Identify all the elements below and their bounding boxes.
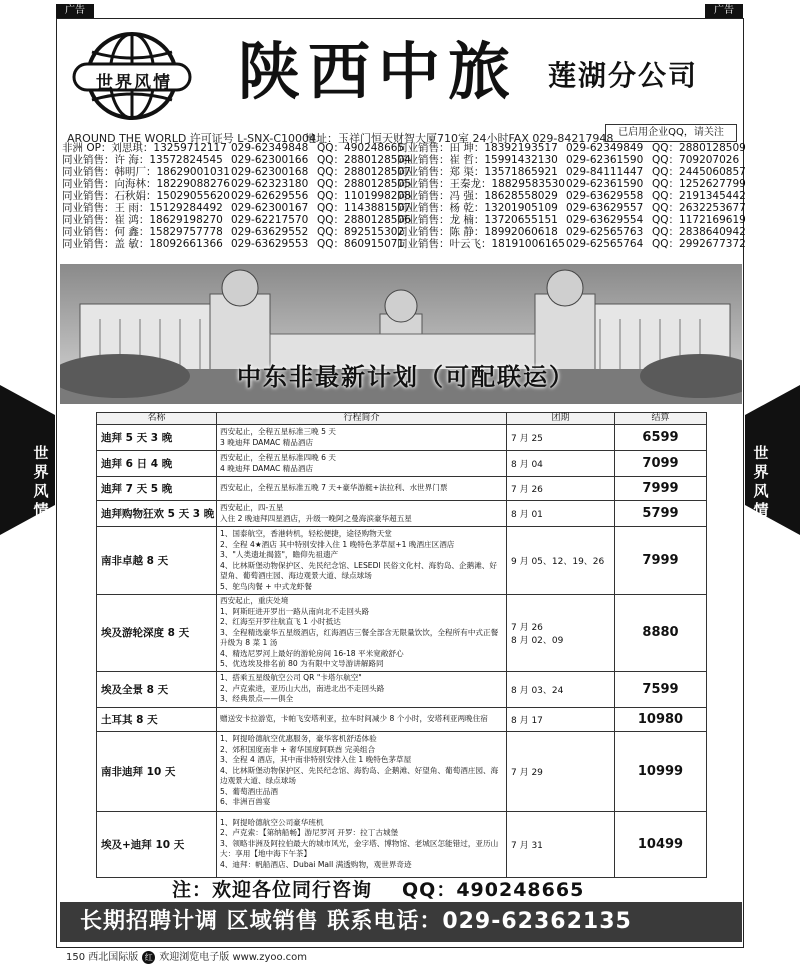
side-tab-char: 界	[33, 463, 49, 481]
tour-line: 赠送安卡拉游览，卡帕飞安塔利亚，拉车时间减少 8 个小时，安塔利亚两晚住宿	[220, 713, 488, 723]
staff-a-name: 同业销售：王 雨：15129284492	[62, 202, 223, 214]
staff-b-tel: 029-63629558	[566, 190, 644, 202]
staff-row	[62, 142, 746, 154]
tour-description	[217, 671, 507, 707]
staff-b-name: 同业销售：郑 渠：13571865921	[397, 166, 558, 178]
branch-name: 莲湖分公司	[548, 59, 699, 92]
tour-date: 9 月 05、12、19、26	[507, 527, 615, 595]
tour-date: 7 月 26 8 月 02、09	[507, 595, 615, 672]
staff-a-tel: 029-63629553	[231, 238, 309, 250]
tour-line: 2、红海至开罗往航直飞 1 小时抵达	[220, 617, 341, 626]
tour-line: 西安起止，四-五星	[220, 503, 284, 512]
staff-b-tel: 029-62565764	[566, 238, 644, 250]
staff-b-tel: 029-62361590	[566, 154, 644, 166]
tour-line: 6、非洲百兽宴	[220, 797, 271, 807]
staff-a-tel: 029-62349848	[231, 142, 309, 154]
tour-line: 西安起止，全程五星标准四晚 6 天	[220, 453, 336, 462]
page-title: 陕西中旅	[238, 35, 519, 108]
tour-line: 4 晚迪拜 DAMAC 精品酒店	[220, 463, 314, 473]
tour-date: 8 月 04	[507, 451, 615, 477]
staff-a-qq: QQ：892515302	[317, 226, 405, 238]
staff-a-name: 同业销售：盖 敏：18092661366	[62, 238, 223, 250]
banner-caption: 中东非最新计划（可配联运）	[237, 363, 575, 391]
tour-line: 3、全程 4 酒店，其中南非特别安排入住 1 晚特色茅草屋	[220, 755, 412, 765]
staff-b-tel: 029-62565763	[566, 226, 644, 238]
tour-price: 5799	[615, 501, 707, 527]
staff-row	[62, 202, 746, 214]
staff-b-qq: QQ：2880128509	[652, 142, 746, 154]
tour-price: 8880	[615, 595, 707, 672]
tour-description	[217, 811, 507, 877]
qq-note: 已启用企业QQ，请关注	[605, 124, 737, 142]
tour-line: 西安起止，全程五星标准三晚 5 天	[220, 427, 336, 436]
page-number: 150 西北国际版	[66, 952, 139, 963]
tour-name: 南非卓越 8 天	[97, 527, 217, 595]
staff-b-name: 同业销售：陈 静：18992060618	[397, 226, 558, 238]
tour-line: 3、"人类遗址揭篮"，瞻仰先祖遗产	[220, 550, 339, 559]
side-tab-char: 情	[753, 501, 769, 519]
tour-line: 2、卢克索：【第纳船畅】游尼罗河 开罗：拉丁古城堡	[220, 828, 399, 838]
tour-name: 迪拜购物狂欢 5 天 3 晚	[97, 501, 217, 527]
staff-a-qq: QQ：1101998208	[317, 190, 411, 202]
tour-price: 7999	[615, 527, 707, 595]
table-row	[97, 811, 707, 877]
tour-line: 2、全程 4★酒店 其中特别安排入住 1 晚特色茅草屋+1 晚酒庄区酒店	[220, 539, 455, 549]
staff-a-qq: QQ：2880128506	[317, 214, 411, 226]
tour-name: 土耳其 8 天	[97, 707, 217, 731]
staff-b-qq: QQ：1252627799	[652, 178, 746, 190]
staff-row	[62, 238, 746, 250]
tour-line: 西安起止，重庆处境	[220, 596, 289, 605]
side-tab-text-right	[748, 444, 774, 520]
table-row	[97, 527, 707, 595]
tour-price: 7099	[615, 451, 707, 477]
tour-price: 10999	[615, 731, 707, 811]
staff-a-tel: 029-63629552	[231, 226, 309, 238]
staff-b-tel: 029-63629554	[566, 214, 644, 226]
tour-date: 7 月 26	[507, 477, 615, 501]
tour-date: 8 月 17	[507, 707, 615, 731]
side-tab-char: 世	[33, 444, 49, 462]
edition-badge: 红	[142, 951, 155, 964]
tour-line: 4、比林斯堡动物保护区、先民纪念馆、LESEDI 民俗文化村、海豹岛、企鹅滩、好望角、葡萄酒庄园、海边观景大道、绿点球场	[220, 560, 497, 580]
staff-a-tel: 029-62300168	[231, 166, 309, 178]
staff-row	[62, 226, 746, 238]
tour-date: 7 月 25	[507, 425, 615, 451]
staff-a-name: 同业销售：崔 鸿：18629198270	[62, 214, 223, 226]
side-tab-char: 风	[753, 482, 769, 500]
tour-line: 1、阿提哈德航空公司豪华班机	[220, 817, 324, 827]
staff-row	[62, 214, 746, 226]
tour-line: 1、阿斯旺进开罗出一路从南向北不走回头路	[220, 606, 370, 616]
tour-description	[217, 425, 507, 451]
tour-line: 入住 2 晚迪拜四星酒店，升级一晚阿之曼海滨豪华超五星	[220, 513, 412, 523]
staff-row	[62, 154, 742, 166]
license-number: AROUND THE WORLD 许可证号 L-SNX-C10004	[67, 132, 317, 145]
tour-line: 1、搭乘五星级航空公司 QR "卡塔尔航空"	[220, 673, 362, 683]
tour-date: 7 月 31	[507, 811, 615, 877]
tour-date: 8 月 01	[507, 501, 615, 527]
staff-b-name: 同业销售：叶云飞：18191006165	[397, 238, 565, 250]
staff-b-name: 同业销售：龙 楠：13720655151	[397, 214, 558, 226]
tour-name: 迪拜 6 日 4 晚	[97, 451, 217, 477]
page-footer	[66, 951, 307, 964]
table-header	[97, 413, 707, 425]
side-tab-char: 界	[753, 463, 769, 481]
staff-b-qq: QQ：2838640942	[652, 226, 746, 238]
staff-b-tel: 029-62361590	[566, 178, 644, 190]
tour-name: 迪拜 7 天 5 晚	[97, 477, 217, 501]
logo-text: 世界风情	[96, 73, 172, 93]
staff-b-tel: 029-62349849	[566, 142, 644, 154]
staff-a-qq: QQ：2880128505	[317, 178, 411, 190]
recruit-banner: 长期招聘计调 区域销售 联系电话：029-62362135	[60, 902, 742, 942]
tour-description	[217, 527, 507, 595]
tour-line: 5、葡萄酒庄品酒	[220, 786, 278, 796]
website-line: 欢迎浏览电子版 www.zyoo.com	[159, 952, 308, 963]
tour-line: 3 晚迪拜 DAMAC 精品酒店	[220, 437, 314, 447]
table-row	[97, 425, 707, 451]
staff-b-name: 同业销售：崔 哲：15991432130	[397, 154, 558, 166]
staff-b-qq: QQ：2992677372	[652, 238, 746, 250]
welcome-note: 注：欢迎各位同行咨询	[172, 879, 373, 901]
staff-a-tel: 029-62300167	[231, 202, 309, 214]
tour-line: 4、比林斯堡动物保护区、先民纪念馆、海豹岛、企鹅滩、好望角、葡萄酒庄园、海边观景大道、绿点球场	[220, 765, 499, 786]
itinerary-table	[96, 412, 707, 878]
header-name: 名称	[97, 413, 217, 425]
tour-price: 10499	[615, 811, 707, 877]
header-desc: 行程简介	[217, 413, 507, 425]
staff-a-name: 同业销售：韩明厂：18629001031	[62, 166, 230, 178]
tour-date: 8 月 03、24	[507, 671, 615, 707]
tour-line: 4、迪拜：帆船酒店、Dubai Mall 满透购物，观世界奇迹	[220, 859, 412, 869]
tour-line: 2、卢克索进，亚历山大出，南进北出不走回头路	[220, 683, 385, 693]
footer-qq: QQ：490248665	[402, 879, 585, 901]
tour-line: 1、国泰航空，香港转机，轻松便捷，途径购物天堂	[220, 529, 392, 538]
tour-name: 迪拜 5 天 3 晚	[97, 425, 217, 451]
staff-b-qq: QQ：2445060857	[652, 166, 746, 178]
staff-b-name: 同业销售：王秦龙：18829583530	[397, 178, 565, 190]
tour-line: 1、阿提哈德航空优惠服务，豪华客机舒适体验	[220, 734, 377, 744]
staff-b-qq: QQ：2632253677	[652, 202, 746, 214]
staff-a-qq: QQ：1143881507	[317, 202, 411, 214]
tour-price: 7999	[615, 477, 707, 501]
staff-a-name: 同业销售：向海林：18229088276	[62, 178, 230, 190]
tour-price: 10980	[615, 707, 707, 731]
tour-line: 3、领略非洲及阿拉伯最大的城市风光，金字塔、博物馆、老城区怎能错过，亚历山大：享用【地中海下午茶】	[220, 838, 499, 859]
staff-row	[62, 166, 746, 178]
tour-price: 6599	[615, 425, 707, 451]
staff-b-name: 同业销售：田 坤：18392193517	[397, 142, 558, 154]
staff-a-qq: QQ：490248665	[317, 142, 405, 154]
table-row	[97, 731, 707, 811]
staff-row	[62, 178, 746, 190]
tour-line: 西安起止，全程五星标准五晚 7 天+豪华游艇+法拉利、水世界门票	[220, 483, 448, 493]
table-row	[97, 501, 707, 527]
staff-b-name: 同业销售：杨 乾：13201905109	[397, 202, 558, 214]
tour-name: 埃及+迪拜 10 天	[97, 811, 217, 877]
side-tab-char: 风	[33, 482, 49, 500]
staff-a-name: 非洲 OP：刘思琪：13259712117	[62, 142, 227, 154]
staff-a-qq: QQ：860915071	[317, 238, 405, 250]
ad-marker-right: 广告	[705, 4, 743, 18]
tour-price: 7599	[615, 671, 707, 707]
staff-a-name: 同业销售：何 鑫：15829757778	[62, 226, 223, 238]
table-row	[97, 595, 707, 672]
staff-b-tel: 029-84111447	[566, 166, 644, 178]
staff-a-name: 同业销售：石秋娟：15029055620	[62, 190, 230, 202]
ad-marker-left: 广告	[56, 4, 94, 18]
table-row	[97, 671, 707, 707]
tour-line: 5、优选埃及排名前 80 为有限中文导游讲解路同	[220, 659, 384, 668]
staff-a-qq: QQ：2880128504	[317, 154, 411, 166]
staff-b-qq: QQ：2191345442	[652, 190, 746, 202]
tour-description	[217, 707, 507, 731]
staff-row	[62, 190, 746, 202]
footer-note	[172, 875, 584, 902]
tour-line: 3、经典景点——俱全	[220, 694, 294, 704]
side-tab-text-left	[28, 444, 54, 520]
side-tab-char: 情	[33, 501, 49, 519]
staff-a-tel: 029-62629556	[231, 190, 309, 202]
tour-name: 埃及全景 8 天	[97, 671, 217, 707]
staff-b-tel: 029-63629557	[566, 202, 644, 214]
staff-b-name: 同业销售：冯 强：18628558029	[397, 190, 558, 202]
staff-b-qq: QQ：1172169619	[652, 214, 746, 226]
staff-a-name: 同业销售：许 海：13572824545	[62, 154, 223, 166]
table-row	[97, 707, 707, 731]
table-body	[97, 425, 707, 878]
staff-b-qq: QQ：709207026	[652, 154, 740, 166]
tour-line: 3、全程精选豪华五星级酒店，红海酒店三餐全部含无限量饮饮，全程所有中式正餐升级为 8 菜 1 汤	[220, 627, 499, 647]
staff-list	[62, 142, 746, 250]
tour-date: 7 月 29	[507, 731, 615, 811]
staff-a-tel: 029-62300166	[231, 154, 309, 166]
tour-line: 5、鸵鸟肉餐 + 中式龙虾餐	[220, 581, 312, 591]
header	[62, 24, 738, 126]
tour-line: 2、郊积国度南非 + 奢华国度阿联酋 完美组合	[220, 744, 376, 754]
table-row	[97, 451, 707, 477]
tour-description	[217, 477, 507, 501]
address-fax: 地址：玉祥门恒天财智大厦710室 24小时FAX 029-84217948	[305, 132, 614, 145]
table-row	[97, 477, 707, 501]
tour-description	[217, 501, 507, 527]
side-tab-char: 世	[753, 444, 769, 462]
header-date: 团期	[507, 413, 615, 425]
tour-description	[217, 451, 507, 477]
tour-line: 4、精选尼罗河上最好的游轮房间 16-18 平米宽敞舒心	[220, 648, 404, 658]
staff-a-tel: 029-62217570	[231, 214, 309, 226]
tour-description	[217, 731, 507, 811]
tour-name: 埃及游轮深度 8 天	[97, 595, 217, 672]
header-price: 结算	[615, 413, 707, 425]
staff-a-tel: 029-62323180	[231, 178, 309, 190]
tour-description	[217, 595, 507, 672]
tour-name: 南非迪拜 10 天	[97, 731, 217, 811]
staff-a-qq: QQ：2880128507	[317, 166, 411, 178]
